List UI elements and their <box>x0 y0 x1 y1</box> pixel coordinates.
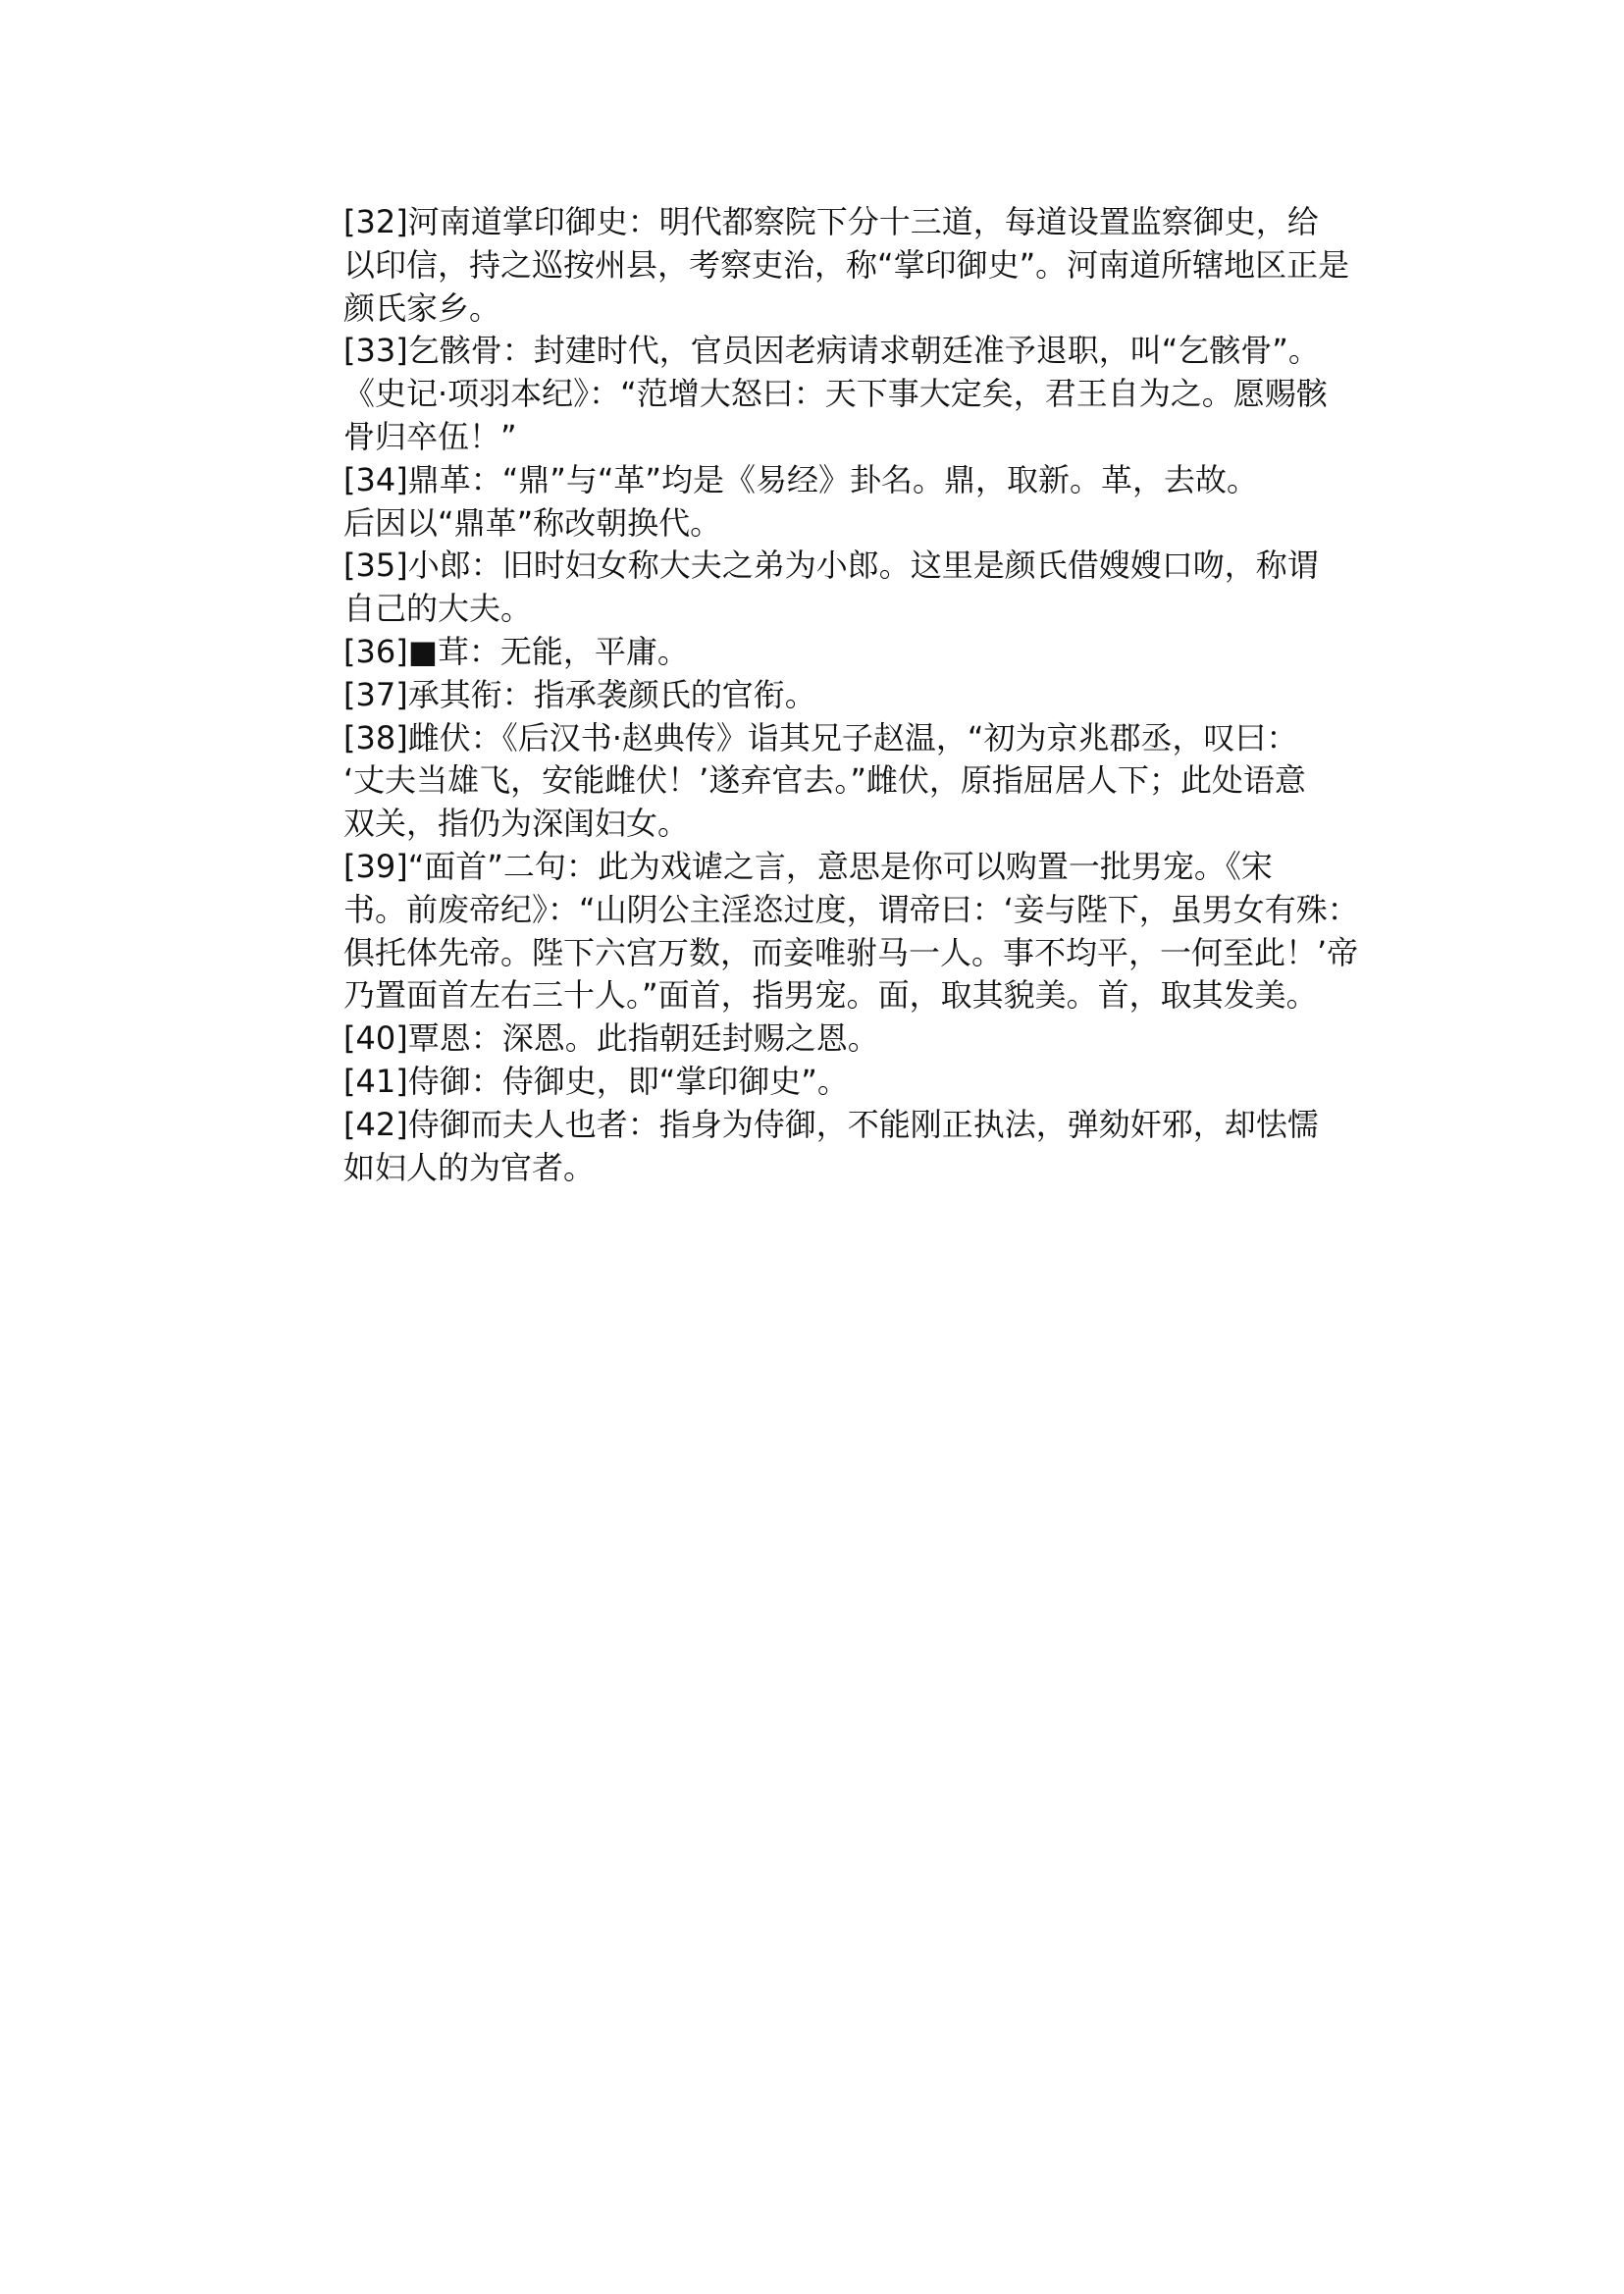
footnote-39-line-2: 书。前废帝纪》：“山阴公主淫恣过度，谓帝曰：‘妾与陛下，虽男女有殊： <box>343 890 1359 928</box>
footnote-35-line-1: [35]小郎：旧时妇女称大夫之弟为小郎。这里是颜氏借嫂嫂口吻，称谓 <box>343 547 1319 585</box>
footnote-32-line-2: 以印信，持之巡按州县，考察吏治，称“掌印御史”。河南道所辖地区正是 <box>343 245 1350 284</box>
footnote-39-line-3: 俱托体先帝。陛下六宫万数，而妾唯驸马一人。事不均平，一何至此！’帝 <box>343 933 1359 971</box>
footnote-34-line-1: [34]鼎革：“鼎”与“革”均是《易经》卦名。鼎，取新。革，去故。 <box>343 460 1259 498</box>
footnote-39-line-4: 乃置面首左右三十人。”面首，指男宠。面，取其貌美。首，取其发美。 <box>343 976 1318 1015</box>
footnote-39-line-1: [39]“面首”二句：此为戏谑之言，意思是你可以购置一批男宠。《宋 <box>343 847 1273 885</box>
footnote-40-line-1: [40]覃恩：深恩。此指朝廷封赐之恩。 <box>343 1019 879 1058</box>
footnote-32-line-3: 颜氏家乡。 <box>343 288 501 327</box>
document-page <box>275 201 1359 1189</box>
footnote-36-line-1: [36]■茸：无能，平庸。 <box>343 632 689 670</box>
footnote-37-line-1: [37]承其衔：指承袭颜氏的官衔。 <box>343 675 816 713</box>
footnote-35 <box>275 545 1359 631</box>
footnote-33 <box>275 330 1359 458</box>
footnote-38-line-1: [38]雌伏：《后汉书·赵典传》诣其兄子赵温，“初为京兆郡丞，叹曰： <box>343 718 1298 756</box>
footnote-33-line-2: 《史记·项羽本纪》：“范增大怒曰：天下事大定矣，君王自为之。愿赐骸 <box>343 375 1328 413</box>
footnote-42-line-2: 如妇人的为官者。 <box>343 1148 596 1186</box>
footnote-36 <box>275 631 1359 674</box>
footnote-33-line-1: [33]乞骸骨：封建时代，官员因老病请求朝廷准予退职，叫“乞骸骨”。 <box>343 332 1320 370</box>
footnote-41 <box>275 1061 1359 1104</box>
footnote-38 <box>275 717 1359 846</box>
footnote-33-line-3: 骨归卒伍！” <box>343 417 517 455</box>
footnote-40 <box>275 1017 1359 1061</box>
footnote-42-line-1: [42]侍御而夫人也者：指身为侍御，不能刚正执法，弹劾奸邪，却怯懦 <box>343 1105 1319 1143</box>
footnote-38-line-2: ‘丈夫当雄飞，安能雌伏！’遂弃官去。”雌伏，原指屈居人下；此处语意 <box>343 761 1306 800</box>
footnote-38-line-3: 双关，指仍为深闺妇女。 <box>343 805 690 843</box>
footnote-37 <box>275 674 1359 717</box>
footnote-34 <box>275 459 1359 546</box>
footnote-41-line-1: [41]侍御：侍御史，即“掌印御史”。 <box>343 1062 849 1100</box>
footnote-32-line-1: [32]河南道掌印御史：明代都察院下分十三道，每道设置监察御史，给 <box>343 203 1319 240</box>
footnote-34-line-2: 后因以“鼎革”称改朝换代。 <box>343 503 722 542</box>
footnote-39 <box>275 846 1359 1017</box>
footnote-32 <box>275 201 1359 330</box>
footnote-42 <box>275 1104 1359 1190</box>
footnote-35-line-2: 自己的大夫。 <box>343 590 533 628</box>
